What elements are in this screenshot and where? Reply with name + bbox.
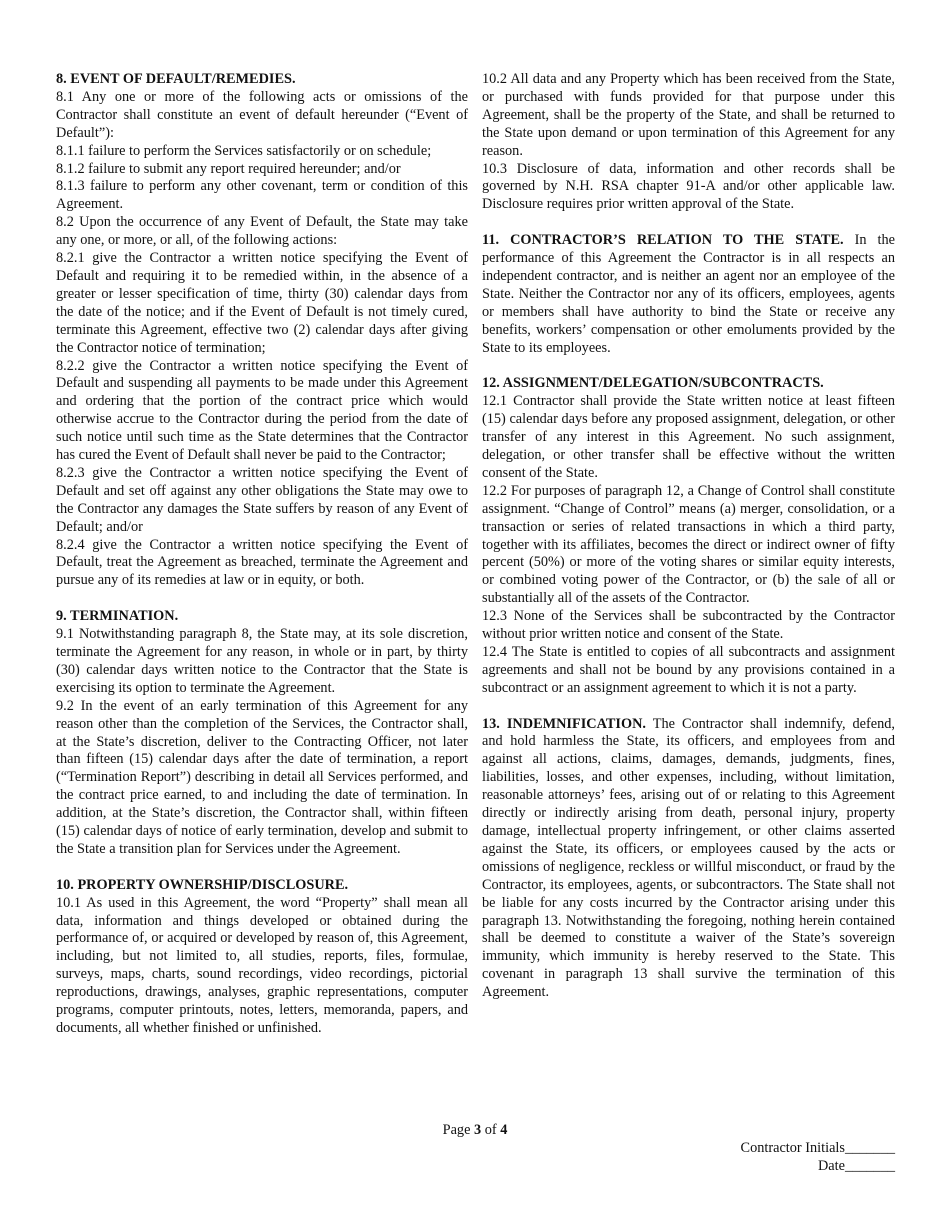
paragraph-10-2: 10.2 All data and any Property which has been received from the State, or purchased with funds provided for that purpose under this Agreement, shall be the property of the State, and shall be returned to the State upon demand or upon termination of this Agreement for any reason.: [482, 71, 895, 159]
section-13: [482, 716, 895, 1003]
paragraph-10-3: 10.3 Disclosure of data, information and other records shall be governed by N.H. RSA chapter 91-A and/or other applicable law. Disclosure requires prior written approval of the State.: [482, 160, 895, 213]
section-13-heading: 13. INDEMNIFICATION.: [482, 715, 647, 732]
section-12-heading: 12. ASSIGNMENT/DELEGATION/SUBCONTRACTS.: [482, 375, 824, 392]
date-line: Date_______: [817, 1158, 895, 1174]
page-number: Page 3 of 4: [442, 1122, 508, 1138]
paragraph-8-2-1: 8.2.1 give the Contractor a written notice specifying the Event of Default and requiring it to be remedied within, in the absence of a greater or lesser specification of time, thirty (30) calendar days from the date of the notice; and if the Event of Default is not timely cured, terminate this Agreement, effective two (2) calendar days after giving the Contractor notice of termination;: [56, 250, 468, 356]
paragraph-8-1-1: 8.1.1 failure to perform the Services satisfactorily or on schedule;: [56, 142, 432, 159]
paragraph-8-2: 8.2 Upon the occurrence of any Event of Default, the State may take any one, or more, or all, of the following actions:: [56, 214, 468, 249]
signature-block: [741, 1139, 895, 1175]
section-11-body: In the performance of this Agreement the Contractor is in all respects an independent contractor, and is neither an agent nor an employee of the State. Neither the Contractor nor any of its officers, employees, agents or members shall have authority to bind the State or receive any benefits, workers’ compensation or other emoluments provided by the State to its employees.: [482, 232, 895, 356]
section-11: [482, 232, 895, 357]
paragraph-8-1: 8.1 Any one or more of the following acts or omissions of the Contractor shall constitute an event of default hereunder (“Event of Default”):: [56, 88, 468, 141]
paragraph-10-1: 10.1 As used in this Agreement, the word “Property” shall mean all data, information and things developed or obtained during the performance of, or acquired or developed by reason of, this Agreement, including, but not limited to, all studies, reports, files, formulae, surveys, maps, charts, sound recordings, video recordings, pictorial reproductions, drawings, analyses, graphic representations, computer programs, computer printouts, notes, letters, memoranda, papers, and documents, all whether finished or unfinished.: [56, 894, 468, 1036]
right-column: [482, 71, 895, 1002]
paragraph-12-1: 12.1 Contractor shall provide the State written notice at least fifteen (15) calendar days before any proposed assignment, delegation, or other transfer of any interest in this Agreement. No such assignment, delegation, or other transfer shall be effective without the written consent of the State.: [482, 393, 895, 481]
paragraph-9-1: 9.1 Notwithstanding paragraph 8, the State may, at its sole discretion, terminate the Agreement for any reason, in whole or in part, by thirty (30) calendar days written notice to the Contractor that the State is exercising its option to terminate the Agreement.: [56, 626, 468, 696]
left-column: [56, 71, 468, 1038]
section-11-heading: 11. CONTRACTOR’S RELATION TO THE STATE.: [482, 232, 844, 249]
paragraph-12-2: 12.2 For purposes of paragraph 12, a Change of Control shall constitute assignment. “Change of Control” means (a) merger, consolidation, or a transaction or series of related transactions in which a third party, together with its affiliates, becomes the direct or indirect owner of fifty percent (50%) or more of the voting shares or similar equity interests, or combined voting power of the Contractor, or (b) the sale of all or substantially all of the assets of the Contractor.: [482, 482, 895, 607]
paragraph-9-2: 9.2 In the event of an early termination of this Agreement for any reason other than the completion of the Services, the Contractor shall, at the State’s discretion, deliver to the Contracting Officer, not later than fifteen (15) calendar days after the date of termination, a report (“Termination Report”) describing in detail all Services performed, and the contract price earned, to and including the date of termination. In addition, at the State’s discretion, the Contractor shall, within fifteen (15) calendar days of notice of early termination, develop and submit to the State a transition plan for Services under the Agreement.: [56, 697, 468, 857]
paragraph-12-3: 12.3 None of the Services shall be subcontracted by the Contractor without prior written notice and consent of the State.: [482, 608, 895, 643]
section-8-heading: 8. EVENT OF DEFAULT/REMEDIES.: [56, 71, 296, 87]
contractor-initials-line: Contractor Initials_______: [740, 1140, 895, 1156]
section-13-body: The Contractor shall indemnify, defend, and hold harmless the State, its officers, and employees from and against all actions, claims, damages, demands, judgments, fines, liabilities, losses, and other expenses, including, without limitation, reasonable attorneys’ fees, arising out of or relating to this Agreement directly or indirectly arising from death, personal injury, property damage, intellectual property infringement, or other claims asserted against the State, its officers, or employees caused by the acts or omissions of negligence, reckless or willful misconduct, or fraud by the Contractor, its employees, agents, or subcontractors. The State shall not be liable for any costs incurred by the Contractor arising under this paragraph 13. Notwithstanding the foregoing, nothing herein contained shall be deemed to constitute a waiver of the State’s sovereign immunity, which immunity is hereby reserved to the State. This covenant in paragraph 13 shall survive the termination of this Agreement.: [482, 715, 895, 1001]
section-10-heading: 10. PROPERTY OWNERSHIP/DISCLOSURE.: [56, 876, 349, 893]
paragraph-8-1-2: 8.1.2 failure to submit any report required hereunder; and/or: [56, 160, 401, 177]
section-9-heading: 9. TERMINATION.: [56, 608, 179, 625]
paragraph-8-1-3: 8.1.3 failure to perform any other covenant, term or condition of this Agreement.: [56, 178, 468, 213]
paragraph-12-4: 12.4 The State is entitled to copies of all subcontracts and assignment agreements and shall not be bound by any provisions contained in a subcontract or an assignment agreement to which it is not a party.: [482, 643, 895, 696]
paragraph-8-2-2: 8.2.2 give the Contractor a written notice specifying the Event of Default and suspending all payments to be made under this Agreement and ordering that the portion of the contract price which would otherwise accrue to the Contractor during the period from the date of such notice until such time as the State determines that the Contractor has cured the Event of Default shall never be paid to the Contractor;: [56, 357, 468, 464]
paragraph-8-2-3: 8.2.3 give the Contractor a written notice specifying the Event of Default and set off against any other obligations the State may owe to the Contractor any damages the State suffers by reason of any Event of Default; and/or: [56, 464, 468, 535]
paragraph-8-2-4: 8.2.4 give the Contractor a written notice specifying the Event of Default, treat the Agreement as breached, terminate the Agreement and pursue any of its remedies at law or in equity, or both.: [56, 536, 468, 589]
